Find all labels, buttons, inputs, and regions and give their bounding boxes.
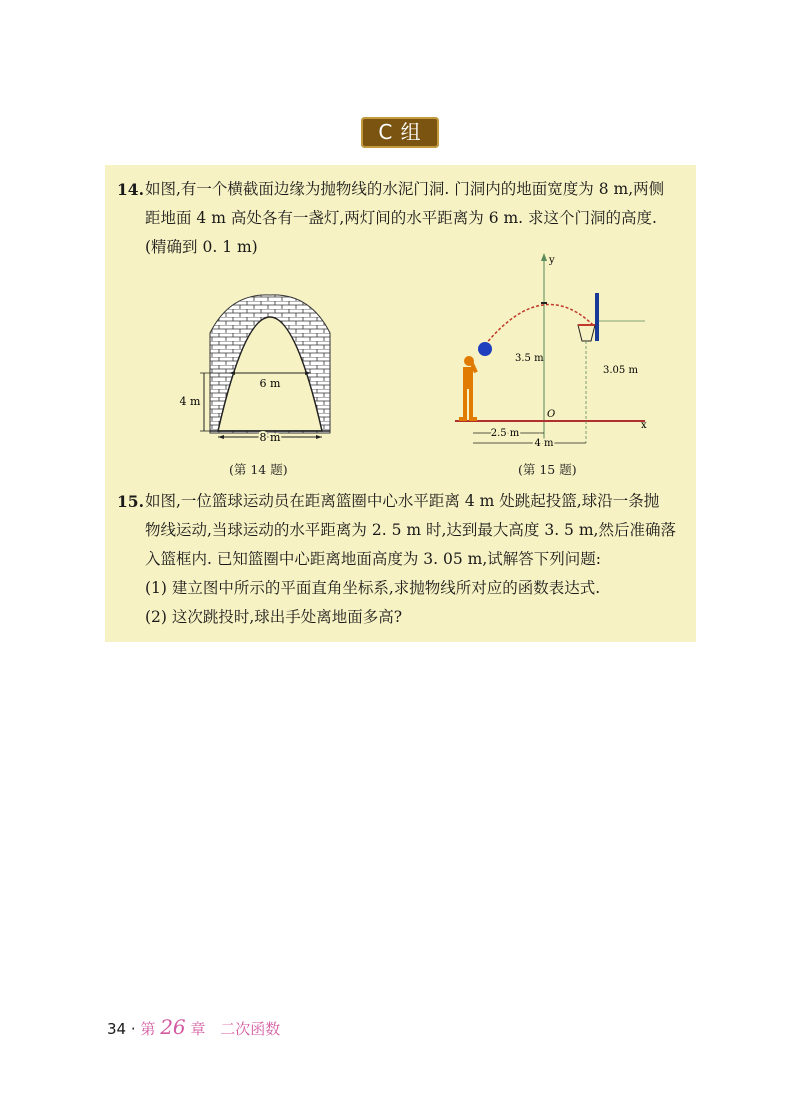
figure-15-caption: (第 15 题) <box>518 462 577 477</box>
arch-figure <box>170 293 360 443</box>
problem-text-line: 距地面 4 m 高处各有一盏灯,两灯间的水平距离为 6 m. 求这个门洞的高度. <box>145 209 657 227</box>
chapter-suffix: 章 <box>190 1020 206 1038</box>
problem-text-line: (1) 建立图中所示的平面直角坐标系,求抛物线所对应的函数表达式. <box>145 579 601 597</box>
y-axis-label: y <box>549 255 555 266</box>
problem-number: 14. <box>117 180 144 199</box>
page-number: 34 · <box>107 1020 136 1038</box>
max-height-label: 3.5 m <box>515 353 544 364</box>
basketball <box>478 342 492 356</box>
problem-text-line: 如图,一位篮球运动员在距离篮圈中心水平距离 4 m 处跳起投篮,球沿一条抛 <box>145 492 660 510</box>
lamp-height-label: 4 m <box>179 395 201 408</box>
ground-width-label: 8 m <box>259 431 281 443</box>
peak-distance-label: 2.5 m <box>490 428 520 439</box>
problem-text-line: (2) 这次跳投时,球出手处离地面多高? <box>145 608 403 626</box>
problem-text-line: 如图,有一个横截面边缘为抛物线的水泥门洞. 门洞内的地面宽度为 8 m,两侧 <box>145 180 665 198</box>
chapter-prefix: 第 <box>140 1020 156 1038</box>
x-axis-label: x <box>641 420 647 431</box>
hoop-height-label: 3.05 m <box>603 365 638 376</box>
problem-text-line: (精确到 0. 1 m) <box>145 238 258 256</box>
problem-number: 15. <box>117 492 144 511</box>
hoop-net <box>578 325 595 341</box>
problem-text-line: 物线运动,当球运动的水平距离为 2. 5 m 时,达到最大高度 3. 5 m,然后准确落 <box>145 521 676 539</box>
player-figure <box>459 356 478 421</box>
origin-label: O <box>547 409 556 420</box>
section-badge: C 组 <box>361 117 439 148</box>
exercise-panel <box>105 165 696 642</box>
backboard <box>595 293 599 341</box>
lamp-distance-label: 6 m <box>259 377 281 390</box>
chapter-title: 二次函数 <box>220 1020 281 1038</box>
problem-text-line: 入篮框内. 已知篮圈中心距离地面高度为 3. 05 m,试解答下列问题: <box>145 550 601 568</box>
figure-14-caption: (第 14 题) <box>229 462 288 477</box>
shot-distance-label: 4 m <box>534 438 554 449</box>
page-footer <box>107 1015 280 1039</box>
problem-14 <box>117 175 687 262</box>
problem-15 <box>117 487 687 632</box>
basketball-figure <box>445 253 660 453</box>
chapter-number: 26 <box>160 1015 186 1039</box>
